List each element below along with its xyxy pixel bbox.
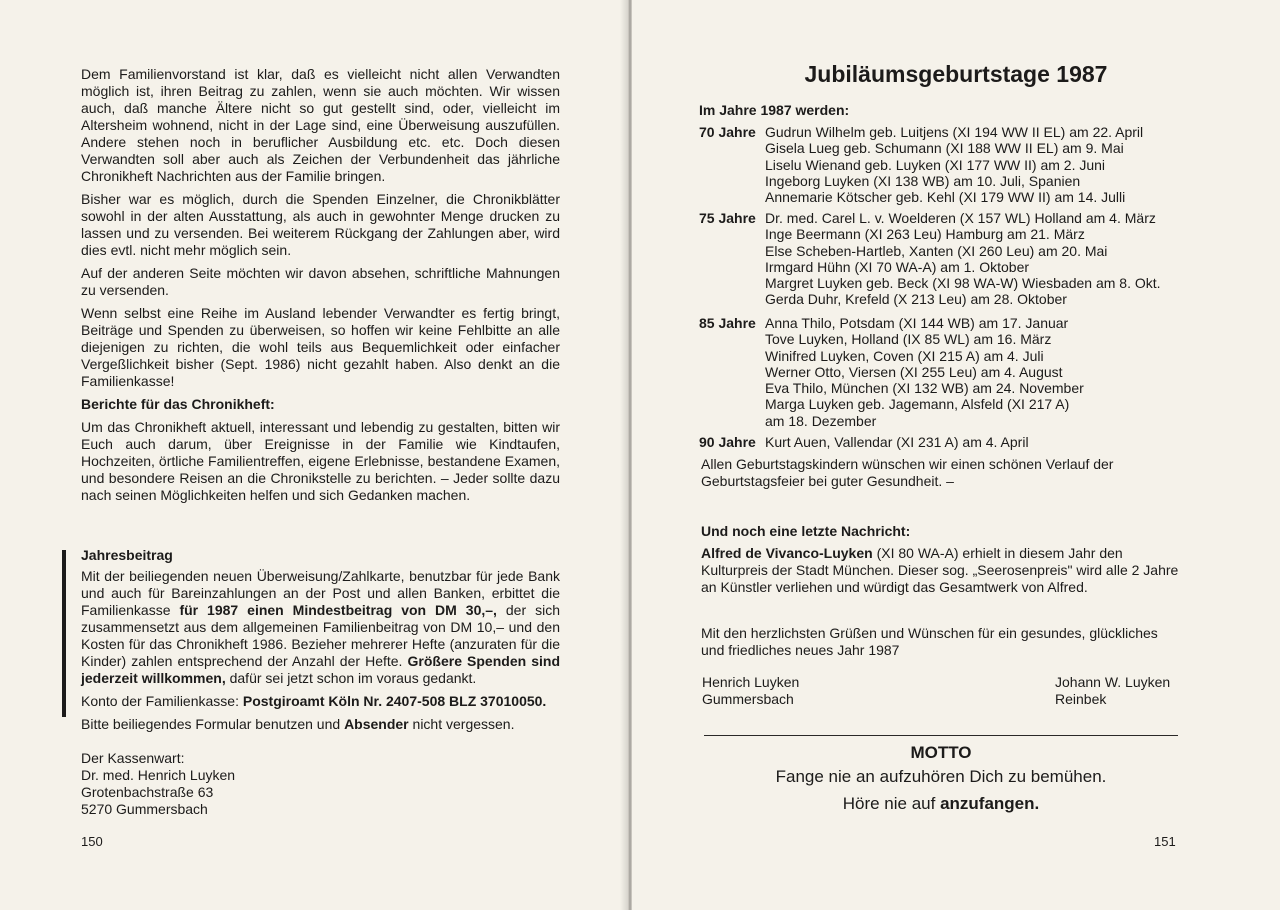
- right-page: [632, 0, 1280, 910]
- formular-bold: Absender: [344, 716, 409, 732]
- birthday-entry: Irmgard Hühn (XI 70 WA-A) am 1. Oktober: [765, 258, 1030, 275]
- signer-right: [1055, 674, 1170, 708]
- formular-text-1: Bitte beiliegendes Formular benutzen und: [81, 716, 345, 732]
- birthday-entry: Dr. med. Carel L. v. Woelderen (X 157 WL) Holland am 4. März: [765, 210, 1156, 226]
- kassenwart-line: Dr. med. Henrich Luyken: [81, 767, 236, 783]
- signer-name: Henrich Luyken: [702, 674, 800, 690]
- news-paragraph: [701, 545, 1181, 596]
- jahresbeitrag-text-3: dafür sei jetzt schon im voraus gedankt.: [225, 670, 477, 686]
- formular-text-2: nicht vergessen.: [408, 716, 515, 732]
- jahresbeitrag-bold-2: Größere Spenden sind jederzeit willkommen,: [81, 653, 560, 686]
- motto-line-2: [632, 790, 1250, 817]
- birthday-entry: Else Scheben-Hartleb, Xanten (XI 260 Leu) am 20. Mai: [765, 242, 1108, 259]
- page-number-left: 150: [81, 834, 103, 849]
- motto-heading: MOTTO: [910, 743, 972, 762]
- birthday-entry: Anna Thilo, Potsdam (XI 144 WB) am 17. Januar: [765, 315, 1069, 331]
- formular-line: [81, 716, 560, 733]
- page-number-right: 151: [1154, 834, 1176, 849]
- birthday-list: [765, 434, 1225, 450]
- birthday-entry: Ingeborg Luyken (XI 138 WB) am 10. Juli, Spanien: [765, 172, 1081, 189]
- jahresbeitrag-text-2: der sich zusammensetzt aus dem allgemeinen Familienbeitrag von DM 10,– und den Kosten für das Chronikheft 1986. Bezieher mehrerer Hefte (anzuraten für die Kinder) zahlen entsprechend der Anzahl der Hefte.: [81, 602, 560, 669]
- birthday-entry: Liselu Wienand geb. Luyken (XI 177 WW II) am 2. Juni: [765, 156, 1106, 173]
- birthday-entry: Marga Luyken geb. Jagemann, Alsfeld (XI 217 A): [765, 396, 1070, 413]
- signer-city: Reinbek: [1055, 691, 1107, 707]
- greeting-paragraph: Mit den herzlichsten Grüßen und Wünschen für ein gesundes, glückliches und friedliches neues Jahr 1987: [701, 625, 1158, 658]
- age-label: 75 Jahre: [699, 210, 756, 226]
- birthday-list: [765, 124, 1225, 205]
- birthday-entry: Eva Thilo, München (XI 132 WB) am 24. November: [765, 380, 1084, 397]
- kassenwart-line: 5270 Gummersbach: [81, 801, 208, 817]
- birthday-entry: Kurt Auen, Vallendar (XI 231 A) am 4. April: [765, 434, 1029, 450]
- page-subtitle: Im Jahre 1987 werden:: [699, 102, 850, 118]
- berichte-heading: Berichte für das Chronikheft:: [81, 396, 275, 412]
- left-page: [0, 0, 628, 910]
- birthday-entry: Gudrun Wilhelm geb. Luitjens (XI 194 WW II EL) am 22. April: [765, 124, 1144, 140]
- birthday-entry: am 18. Dezember: [765, 412, 877, 429]
- paragraph-3: Auf der anderen Seite möchten wir davon absehen, schriftliche Mahnungen zu versenden.: [81, 265, 560, 298]
- age-label: 70 Jahre: [699, 124, 756, 140]
- divider-line: [704, 735, 1178, 736]
- signer-name: Johann W. Luyken: [1055, 674, 1171, 690]
- birthday-entry: Inge Beermann (XI 263 Leu) Hamburg am 21. März: [765, 226, 1085, 243]
- paragraph-1: Dem Familienvorstand ist klar, daß es vielleicht nicht allen Verwandten möglich ist, ihren Beitrag zu zahlen, wenn sie auch möchten. Wir wissen auch, daß manche Ältere nicht so gut gestellt sind, oder, vielleicht im Altersheim wohnend, nicht in der Lage sind, eine Überweisung auszufüllen. Andere stehen noch in beruflicher Ausbildung etc. etc. Doch diesen Verwandten soll aber auch als Zeichen der Verbundenheit das jährliche Chronikheft Nachrichten aus der Familie bringen.: [81, 66, 560, 184]
- paragraph-4: Wenn selbst eine Reihe im Ausland lebender Verwandter es fertig bringt, Beiträge und Spenden zu überweisen, so hoffen wir keine Fehlbitte an alle diejenigen zu richten, die wohl teils aus Bequemlichkeit oder einfacher Vergeßlichkeit bisher (Sept. 1986) nicht gezahlt haben. Also denkt an die Familienkasse!: [81, 305, 560, 389]
- kassenwart-line: Grotenbachstraße 63: [81, 784, 214, 800]
- konto-line: [81, 693, 560, 710]
- margin-bar: [62, 550, 66, 717]
- konto-value: Postgiroamt Köln Nr. 2407-508 BLZ 37010050.: [242, 693, 547, 709]
- birthday-entry: Werner Otto, Viersen (XI 255 Leu) am 4. August: [765, 363, 1063, 380]
- birthday-entry: Gerda Duhr, Krefeld (X 213 Leu) am 28. Oktober: [765, 291, 1067, 308]
- motto-line-2-bold: anzufangen.: [940, 794, 1040, 813]
- birthday-entry: Tove Luyken, Holland (IX 85 WL) am 16. März: [765, 331, 1052, 348]
- birthday-entry: Margret Luyken geb. Beck (XI 98 WA-W) Wiesbaden am 8. Okt.: [765, 275, 1161, 292]
- birthday-entry: Gisela Lueg geb. Schumann (XI 188 WW II EL) am 9. Mai: [765, 140, 1124, 157]
- berichte-text: Um das Chronikheft aktuell, interessant und lebendig zu gestalten, bitten wir Euch auch darum, über Ereignisse in der Familie wie Kindtaufen, Hochzeiten, örtliche Familientreffen, eigene Erlebnisse, bestandene Examen, und besondere Reisen an die Chronikstelle zu berichten. – Jeder sollte dazu nach seinen Möglichkeiten helfen und sich Gedanken machen.: [81, 419, 560, 503]
- wishes-text: [701, 456, 1181, 490]
- news-name: Alfred de Vivanco-Luyken: [701, 545, 873, 561]
- jahresbeitrag-text: [81, 568, 560, 687]
- birthday-entry: Annemarie Kötscher geb. Kehl (XI 179 WW II) am 14. Julli: [765, 189, 1126, 206]
- motto-line-1: Fange nie an aufzuhören Dich zu bemühen.: [775, 767, 1107, 786]
- news-heading: Und noch eine letzte Nachricht:: [701, 523, 911, 539]
- kassenwart-address: [81, 750, 381, 818]
- age-label: 90 Jahre: [699, 434, 756, 450]
- birthday-list: [765, 210, 1225, 308]
- news-body: (XI 80 WA-A) erhielt in diesem Jahr den Kulturpreis der Stadt München. Dieser sog. „Seerosenpreis" wird alle 2 Jahre an Künstler verliehen und würdigt das Gesamtwerk von Alfred.: [701, 545, 1179, 595]
- age-label: 85 Jahre: [699, 315, 756, 331]
- page-title: Jubiläumsgeburtstage 1987: [804, 61, 1108, 87]
- birthday-list: [765, 315, 1225, 429]
- motto-block: [632, 744, 1250, 817]
- birthday-entry: Winifred Luyken, Coven (XI 215 A) am 4. Juli: [765, 347, 1044, 364]
- motto-line-2-text: Höre nie auf: [842, 794, 941, 813]
- kassenwart-line: Der Kassenwart:: [81, 750, 185, 766]
- left-main-column: [81, 66, 560, 510]
- news-section: [701, 523, 1181, 596]
- signer-left: [702, 674, 799, 708]
- greeting-text: [701, 625, 1181, 659]
- konto-label: Konto der Familienkasse:: [81, 693, 243, 709]
- paragraph-2: Bisher war es möglich, durch die Spenden Einzelner, die Chronikblätter sowohl in der alten Ausstattung, als auch in gewohnter Menge drucken zu lassen und zu versenden. Bei weiterem Rückgang der Zahlungen aber, wird dies evtl. nicht mehr möglich sein.: [81, 191, 560, 258]
- jahresbeitrag-heading: Jahresbeitrag: [81, 547, 173, 563]
- signer-city: Gummersbach: [702, 691, 794, 707]
- wishes-paragraph: Allen Geburtstagskindern wünschen wir einen schönen Verlauf der Geburtstagsfeier bei guter Gesundheit. –: [701, 456, 1114, 489]
- jahresbeitrag-bold-1: für 1987 einen Mindestbeitrag von DM 30,–,: [179, 602, 497, 618]
- jahresbeitrag-text-1: Mit der beiliegenden neuen Überweisung/Zahlkarte, benutzbar für jede Bank und auch für Bareinzahlungen an der Post und allen Banken, erbittet die Familienkasse: [81, 568, 560, 618]
- jahresbeitrag-section: [81, 547, 560, 739]
